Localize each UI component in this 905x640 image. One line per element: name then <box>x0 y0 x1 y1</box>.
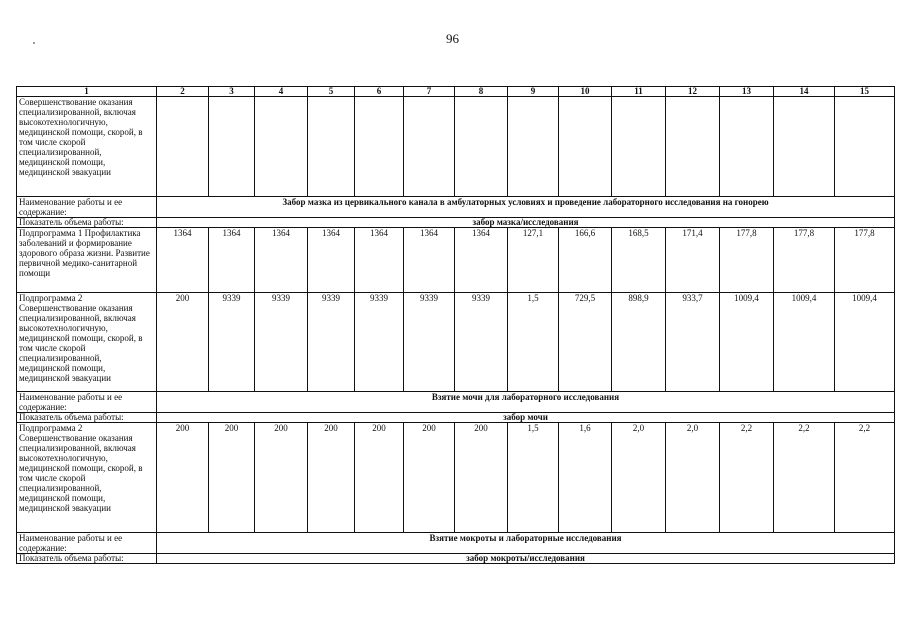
value-cell: 898,9 <box>612 293 666 392</box>
value-cell: 1364 <box>404 228 455 293</box>
value-cell: 1009,4 <box>774 293 835 392</box>
value-cell: 2,0 <box>666 423 720 533</box>
empty-cell <box>404 97 455 197</box>
work-name-value: Взятие мокроты и лабораторные исследования <box>157 533 895 554</box>
scan-artifact <box>33 42 35 44</box>
work-name-row <box>17 392 895 413</box>
empty-cell <box>720 97 774 197</box>
value-cell: 200 <box>355 423 404 533</box>
value-cell: 1364 <box>308 228 355 293</box>
work-name-label: Наименование работы и ее содержание: <box>17 533 157 554</box>
value-cell: 2,0 <box>612 423 666 533</box>
value-cell: 9339 <box>455 293 508 392</box>
indicator-value: забор мокроты/исследования <box>157 554 895 564</box>
indicator-row <box>17 554 895 564</box>
value-cell: 1364 <box>355 228 404 293</box>
value-cell: 200 <box>255 423 308 533</box>
empty-cell <box>308 97 355 197</box>
column-number-row <box>17 87 895 97</box>
column-number: 3 <box>209 87 255 97</box>
indicator-value: забор мочи <box>157 413 895 423</box>
column-number: 9 <box>508 87 559 97</box>
value-cell: 1,6 <box>559 423 612 533</box>
column-number: 5 <box>308 87 355 97</box>
work-name-label: Наименование работы и ее содержание: <box>17 392 157 413</box>
empty-cell <box>355 97 404 197</box>
value-cell: 177,8 <box>720 228 774 293</box>
table-row <box>17 423 895 533</box>
program-label: Подпрограмма 1 Профилактика заболеваний и формирование здорового образа жизни. Развитие первичной медико-санитарной помощи <box>17 228 157 293</box>
value-cell: 9339 <box>308 293 355 392</box>
column-number: 11 <box>612 87 666 97</box>
value-cell: 1364 <box>157 228 209 293</box>
column-number: 13 <box>720 87 774 97</box>
column-number: 4 <box>255 87 308 97</box>
indicator-label: Показатель объема работы: <box>17 218 157 228</box>
work-name-value: Забор мазка из цервикального канала в амбулаторных условиях и проведение лабораторного исследования на гонорею <box>157 197 895 218</box>
value-cell: 2,2 <box>720 423 774 533</box>
value-cell: 1364 <box>209 228 255 293</box>
indicator-row <box>17 413 895 423</box>
empty-cell <box>255 97 308 197</box>
value-cell: 2,2 <box>835 423 895 533</box>
value-cell: 9339 <box>355 293 404 392</box>
empty-cell <box>666 97 720 197</box>
program-label: Подпрограмма 2 Совершенствование оказания специализированной, включая высокотехнологичную, медицинской помощи, скорой, в том числе скорой специализированной, медицинской помощи, медицинской эвакуации <box>17 293 157 392</box>
column-number: 1 <box>17 87 157 97</box>
value-cell: 200 <box>209 423 255 533</box>
empty-cell <box>774 97 835 197</box>
empty-cell <box>455 97 508 197</box>
column-number: 12 <box>666 87 720 97</box>
value-cell: 200 <box>308 423 355 533</box>
budget-table <box>16 86 895 564</box>
value-cell: 9339 <box>404 293 455 392</box>
column-number: 7 <box>404 87 455 97</box>
program-label: Подпрограмма 2 Совершенствование оказания специализированной, включая высокотехнологичную, медицинской помощи, скорой, в том числе скорой специализированной, медицинской помощи, медицинской эвакуации <box>17 423 157 533</box>
empty-cell <box>508 97 559 197</box>
indicator-value: забор мазка/исследования <box>157 218 895 228</box>
value-cell: 1009,4 <box>720 293 774 392</box>
page-number: 96 <box>446 31 459 46</box>
value-cell: 200 <box>157 423 209 533</box>
table-row <box>17 97 895 197</box>
empty-cell <box>835 97 895 197</box>
column-number: 15 <box>835 87 895 97</box>
value-cell: 9339 <box>209 293 255 392</box>
value-cell: 933,7 <box>666 293 720 392</box>
work-name-label: Наименование работы и ее содержание: <box>17 197 157 218</box>
indicator-row <box>17 218 895 228</box>
column-number: 10 <box>559 87 612 97</box>
table-row <box>17 293 895 392</box>
value-cell: 200 <box>157 293 209 392</box>
value-cell: 168,5 <box>612 228 666 293</box>
value-cell: 1,5 <box>508 423 559 533</box>
value-cell: 729,5 <box>559 293 612 392</box>
value-cell: 200 <box>404 423 455 533</box>
value-cell: 166,6 <box>559 228 612 293</box>
empty-cell <box>209 97 255 197</box>
empty-cell <box>612 97 666 197</box>
value-cell: 200 <box>455 423 508 533</box>
value-cell: 127,1 <box>508 228 559 293</box>
work-name-row <box>17 197 895 218</box>
column-number: 14 <box>774 87 835 97</box>
value-cell: 2,2 <box>774 423 835 533</box>
value-cell: 177,8 <box>774 228 835 293</box>
work-name-row <box>17 533 895 554</box>
column-number: 2 <box>157 87 209 97</box>
value-cell: 1009,4 <box>835 293 895 392</box>
value-cell: 171,4 <box>666 228 720 293</box>
value-cell: 9339 <box>255 293 308 392</box>
value-cell: 1364 <box>455 228 508 293</box>
program-label: Совершенствование оказания специализированной, включая высокотехнологичную, медицинской помощи, скорой, в том числе скорой специализированной, медицинской помощи, медицинской эвакуации <box>17 97 157 197</box>
work-name-value: Взятие мочи для лабораторного исследования <box>157 392 895 413</box>
column-number: 6 <box>355 87 404 97</box>
value-cell: 177,8 <box>835 228 895 293</box>
value-cell: 1,5 <box>508 293 559 392</box>
empty-cell <box>559 97 612 197</box>
table-row <box>17 228 895 293</box>
column-number: 8 <box>455 87 508 97</box>
empty-cell <box>157 97 209 197</box>
indicator-label: Показатель объема работы: <box>17 554 157 564</box>
value-cell: 1364 <box>255 228 308 293</box>
indicator-label: Показатель объема работы: <box>17 413 157 423</box>
